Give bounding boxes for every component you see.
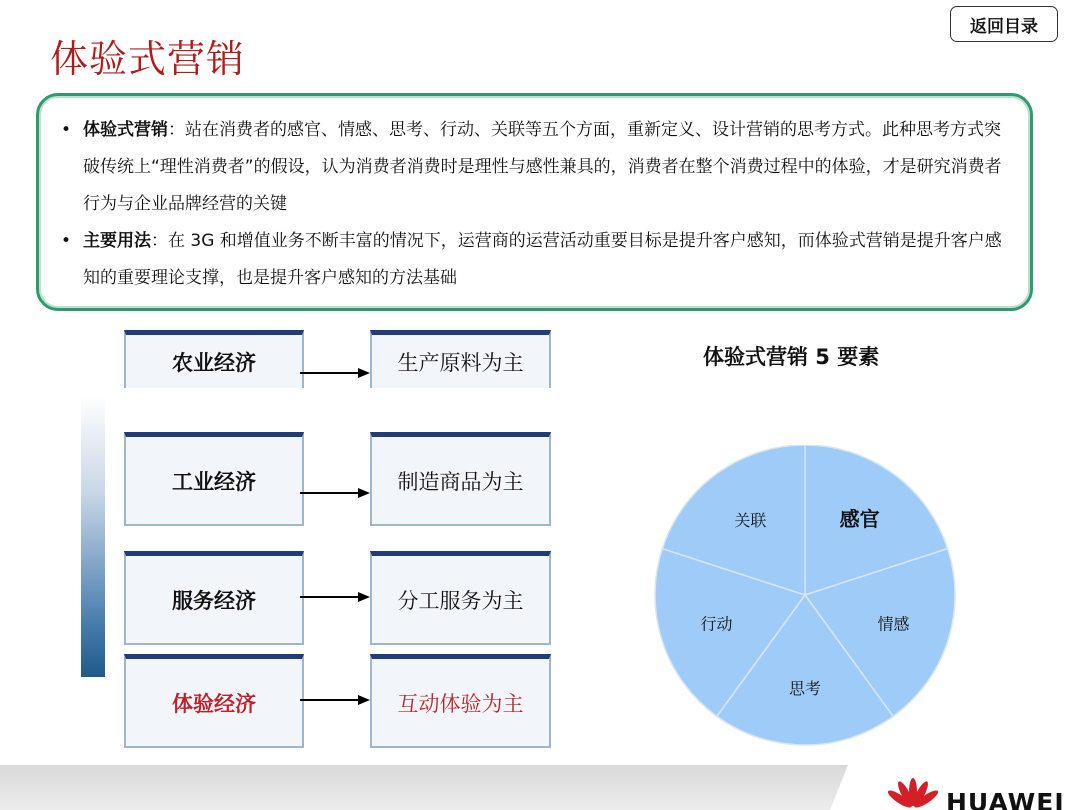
result-box-service: 分工服务为主	[370, 551, 551, 645]
bullet-item-definition	[61, 112, 1006, 223]
bullet-item-usage	[61, 223, 1006, 297]
pie-title: 体验式营销 5 要素	[703, 345, 880, 369]
result-box-agriculture: 生产原料为主	[370, 330, 551, 388]
bullet-body: 站在消费者的感官、情感、思考、行动、关联等五个方面，重新定义、设计营销的思考方式。此种思考方式突破传统上“理性消费者”的假设，认为消费者消费时是理性与感性兼具的，消费者在整个消费过程中的体验，才是研究消费者行为与企业品牌经营的关键	[83, 120, 1002, 214]
huawei-logo-icon	[885, 778, 941, 810]
huawei-brand-text: HUAWEI	[946, 788, 1065, 810]
result-box-industry: 制造商品为主	[370, 432, 551, 526]
pie-label-relate: 关联	[734, 510, 767, 530]
pie-label-feel: 情感	[877, 614, 910, 634]
stage-box-service: 服务经济	[124, 551, 304, 645]
stage-box-industry: 工业经济	[124, 432, 304, 526]
bullet-term: 主要用法	[83, 231, 151, 251]
arrow-experience	[300, 695, 370, 705]
pie-label-sense: 感官	[839, 506, 880, 531]
pie-label-think: 思考	[788, 679, 822, 698]
arrow-agriculture	[300, 368, 370, 378]
five-elements-pie	[650, 445, 960, 755]
stage-box-agriculture: 农业经济	[124, 330, 304, 388]
bullet-separator: ：	[168, 120, 185, 140]
flow-gradient-bar	[81, 395, 105, 677]
pie-label-act: 行动	[700, 614, 733, 634]
arrow-industry	[300, 488, 370, 498]
arrow-service	[300, 592, 370, 602]
back-to-contents-button[interactable]: 返回目录	[950, 6, 1058, 42]
result-box-experience: 互动体验为主	[370, 654, 551, 748]
info-panel	[36, 93, 1033, 311]
stage-box-experience: 体验经济	[124, 654, 304, 748]
bullet-separator: ：	[151, 231, 168, 251]
bullet-body: 在 3G 和增值业务不断丰富的情况下，运营商的运营活动重要目标是提升客户感知，而体验式营销是提升客户感知的重要理论支撑，也是提升客户感知的方法基础	[83, 231, 1002, 288]
bullet-term: 体验式营销	[83, 120, 168, 140]
bullet-icon: •	[61, 231, 72, 251]
page-title: 体验式营销	[50, 37, 246, 81]
bullet-icon: •	[61, 120, 72, 140]
